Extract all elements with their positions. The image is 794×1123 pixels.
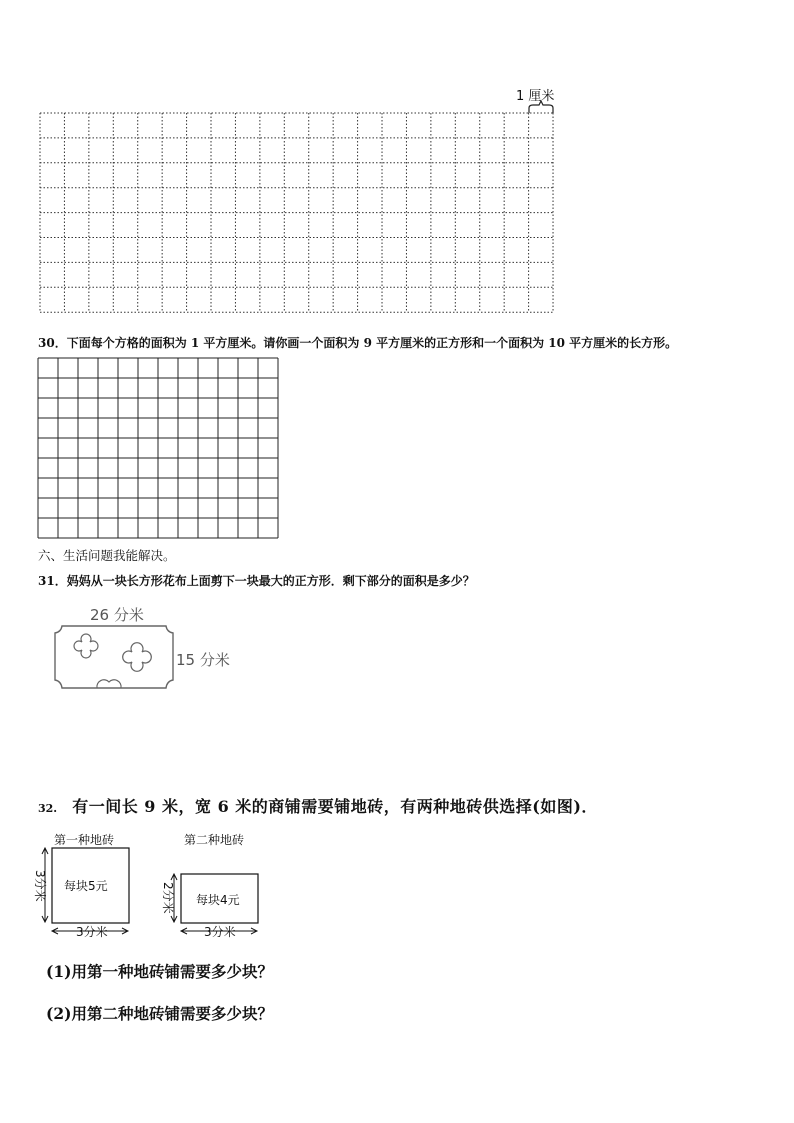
tiles-figure — [30, 826, 280, 946]
fabric-figure — [40, 600, 250, 700]
tile1-title: 第一种地砖 — [54, 833, 115, 847]
question-32-line — [38, 794, 598, 817]
unit-label: 1 厘米 — [516, 89, 555, 104]
question-32-text: 有一间长 9 米，宽 6 米的商铺需要铺地砖，有两种地砖供选择(如图)． — [72, 797, 598, 816]
question-32-number: 32. — [38, 802, 58, 815]
tile2-bottom-label: 3分米 — [204, 925, 236, 939]
tile2-side-label: 2分米 — [161, 882, 175, 914]
tile1-price: 每块5元 — [64, 879, 108, 893]
width-label: 26 分米 — [90, 606, 144, 624]
height-label: 15 分米 — [176, 651, 230, 669]
tile2-price: 每块4元 — [196, 893, 240, 907]
section-6-title: 六、生活问题我能解决。 — [38, 548, 176, 563]
question-32-sub-1: (1)用第一种地砖铺需要多少块？ — [46, 962, 273, 981]
dotted-grid — [0, 0, 794, 330]
tile1-bottom-label: 3分米 — [76, 925, 108, 939]
question-30-text: 30．下面每个方格的面积为 1 平方厘米。请你画一个面积为 9 平方厘米的正方形和一个面积为 10 平方厘米的长方形。 — [38, 336, 678, 350]
tile1-side-label: 3分米 — [33, 870, 47, 902]
square-grid — [36, 356, 282, 542]
tile2-title: 第二种地砖 — [184, 833, 245, 847]
question-32-sub-2: (2)用第二种地砖铺需要多少块？ — [46, 1004, 273, 1023]
question-31-text: 31．妈妈从一块长方形花布上面剪下一块最大的正方形．剩下部分的面积是多少？ — [38, 574, 475, 588]
